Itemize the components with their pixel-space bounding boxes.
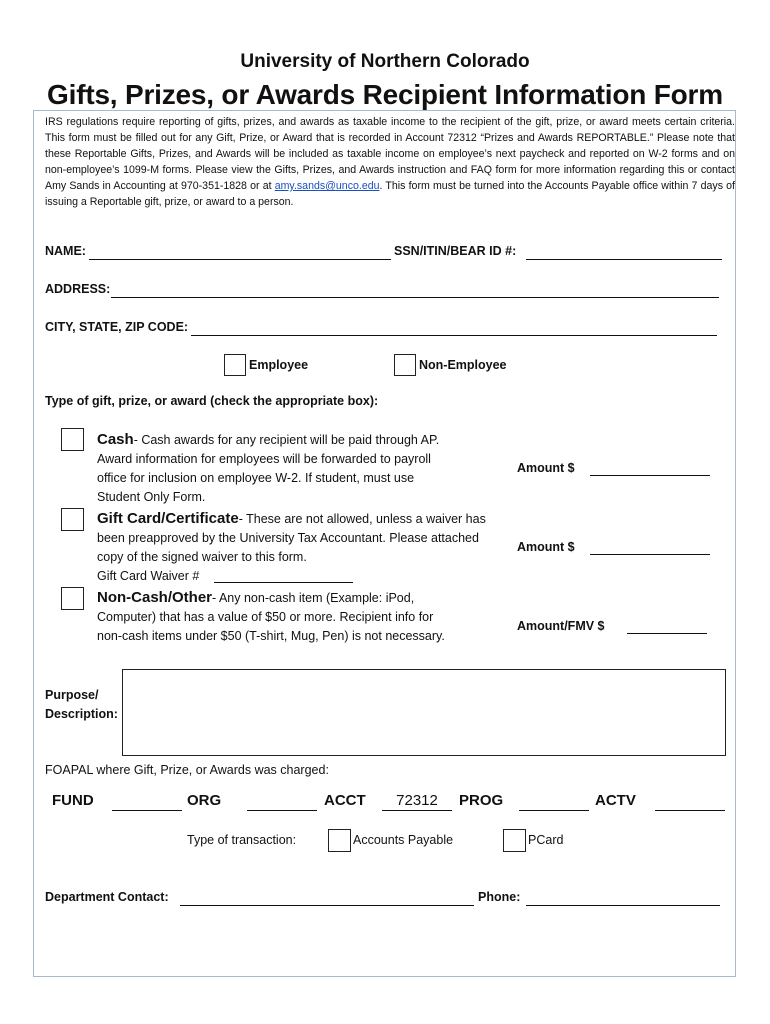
prog-field[interactable] [519,810,589,811]
phone-field[interactable] [526,905,720,906]
gift-card-heading: Gift Card/Certificate [97,510,239,527]
purpose-label-line1: Purpose/ [45,688,99,702]
gift-card-description [97,509,495,567]
employee-checkbox[interactable] [224,354,246,376]
acct-field[interactable] [382,810,452,811]
email-link[interactable]: amy.sands@unco.edu [274,180,380,192]
address-label: ADDRESS: [45,282,111,296]
actv-label: ACTV [595,792,636,809]
award-type-heading: Type of gift, prize, or award (check the appropriate box): [45,394,379,408]
gift-card-text: - These are not allowed, unless a waiver has been preapproved by the University Tax Accountant. Please attached copy of the signed waiver to this form. [97,512,486,564]
fund-label: FUND [52,792,94,809]
department-contact-field[interactable] [180,905,474,906]
purpose-description-box[interactable] [122,669,726,756]
accounts-payable-label: Accounts Payable [353,833,454,847]
purpose-label-line2: Description: [45,707,118,721]
cash-heading: Cash [97,431,134,448]
non-cash-description [97,588,459,646]
pcard-label: PCard [528,833,564,847]
intro-text-end: . This form must be turned into the Accounts Payable office within 7 days of issuing a Reportable gift, prize, or award to a person. [45,180,735,208]
acct-label: ACCT [324,792,366,809]
org-label: ORG [187,792,222,809]
cash-text: - Cash awards for any recipient will be paid through AP. Award information for employees will be forwarded to payroll office for inclusion on employee W-2. If student, must use Student Only Form. [97,433,440,504]
gift-card-waiver-field[interactable] [214,582,353,583]
gift-card-amount-label: Amount $ [517,540,575,554]
department-contact-label: Department Contact: [45,890,169,904]
form-title: Gifts, Prizes, or Awards Recipient Information Form [47,79,723,110]
non-employee-label: Non-Employee [419,358,507,372]
university-name: University of Northern Colorado [240,51,530,72]
gift-card-checkbox[interactable] [61,508,84,531]
cash-amount-label: Amount $ [517,461,575,475]
name-label: NAME: [45,244,86,258]
actv-field[interactable] [655,810,725,811]
cash-amount-field[interactable] [590,475,710,476]
phone-label: Phone: [478,890,521,904]
accounts-payable-checkbox[interactable] [328,829,351,852]
address-field[interactable] [111,297,719,298]
foapal-heading: FOAPAL where Gift, Prize, or Awards was charged: [45,763,329,777]
gift-card-waiver-label: Gift Card Waiver # [97,569,200,583]
city-state-zip-field[interactable] [191,335,717,336]
non-cash-text: - Any non-cash item (Example: iPod, Computer) that has a value of $50 or more. Recipient info for non-cash items under $50 (T-shirt, Mug, Pen) is not necessary. [97,591,445,643]
non-employee-checkbox[interactable] [394,354,416,376]
ssn-field[interactable] [526,259,722,260]
org-field[interactable] [247,810,317,811]
purpose-label [45,686,118,724]
non-cash-amount-label: Amount/FMV $ [517,619,605,633]
name-field[interactable] [89,259,391,260]
gift-card-amount-field[interactable] [590,554,710,555]
city-state-zip-label: CITY, STATE, ZIP CODE: [45,320,189,334]
cash-description [97,430,459,507]
non-cash-checkbox[interactable] [61,587,84,610]
pcard-checkbox[interactable] [503,829,526,852]
intro-paragraph [45,114,735,210]
intro-text-start: IRS regulations require reporting of gifts, prizes, and awards as taxable income to the recipient of the gift, prize, or award meets certain criteria. This form must be filled out for any Gift, Prize, or Award that is recorded in Account 72312 “Prizes and Awards REPORTABLE.” Please note that these Reportable Gifts, Prizes, and Awards will be included as taxable income on employee’s next paycheck and reported on W-2 forms and on non-employee’s 1099-M forms. Please view the Gifts, Prizes, and Awards instruction and FAQ form for more information regarding this or contact Amy Sands in Accounting at 970-351-1828 or at [45,116,735,192]
fund-field[interactable] [112,810,182,811]
acct-value: 72312 [396,792,438,809]
cash-checkbox[interactable] [61,428,84,451]
prog-label: PROG [459,792,504,809]
ssn-label: SSN/ITIN/BEAR ID #: [394,244,517,258]
employee-label: Employee [249,358,309,372]
transaction-type-label: Type of transaction: [187,833,297,847]
non-cash-amount-field[interactable] [627,633,707,634]
non-cash-heading: Non-Cash/Other [97,589,213,606]
